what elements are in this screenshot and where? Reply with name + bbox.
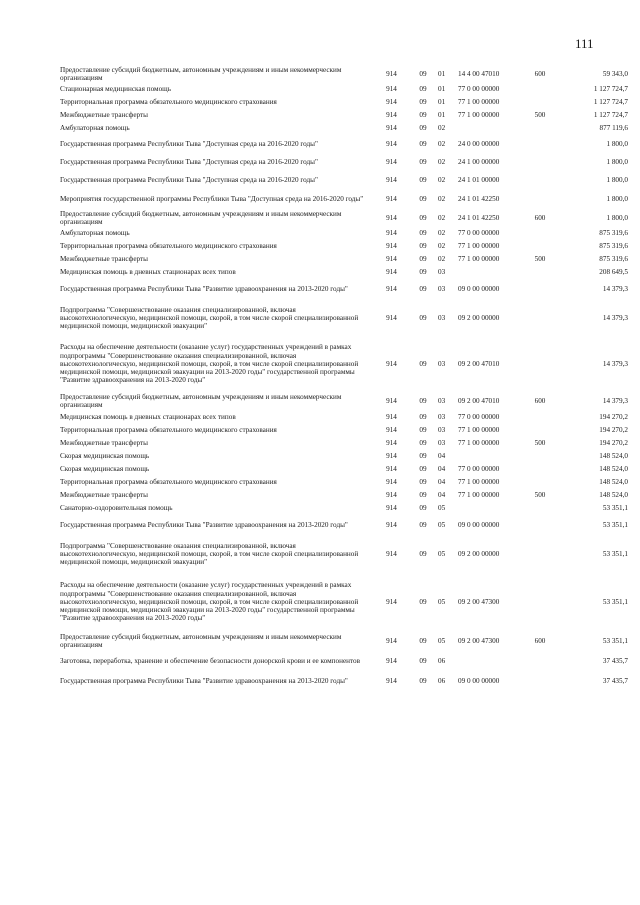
table-row [60,109,628,122]
row-c6-cell: 14 379,3 [602,396,628,405]
row-c4-cell: 09 2 00 47010 [458,359,500,368]
row-c2-cell: 09 [419,69,427,78]
budget-table [60,65,628,691]
table-row [60,450,628,463]
row-c1-cell: 914 [386,85,397,94]
row-c1-cell: 914 [386,520,397,529]
row-c5-cell: 600 [534,69,546,78]
row-c5-cell [520,122,560,135]
table-row [60,65,628,83]
row-c5-cell [520,502,560,515]
row-c1-cell: 914 [386,268,397,277]
table-row [60,535,628,573]
row-c3-cell: 01 [438,111,446,120]
row-c4-cell: 77 1 00 00000 [458,242,500,251]
row-c2-cell: 09 [419,242,427,251]
row-c4-cell: 77 1 00 00000 [458,111,500,120]
row-c6-cell: 14 379,3 [602,313,628,322]
row-c6-cell: 53 351,1 [602,549,628,558]
row-c5-cell [520,651,560,671]
row-c2-cell: 09 [419,465,427,474]
row-c2-cell: 09 [419,636,427,645]
row-c4-cell: 77 1 00 00000 [458,478,500,487]
row-name-cell: Территориальная программа обязательного медицинского страхования [60,478,277,487]
row-name-cell: Государственная программа Республики Тыва "Доступная среда на 2016-2020 годы" [60,157,318,166]
row-c2-cell: 09 [419,413,427,422]
row-c5-cell: 600 [534,213,546,222]
row-c4-cell: 09 2 00 00000 [458,313,500,322]
row-c3-cell: 02 [438,139,446,148]
row-c4-cell: 24 1 01 00000 [458,175,500,184]
table-row [60,671,628,691]
row-c3-cell: 02 [438,229,446,238]
row-c6-cell: 14 379,3 [602,284,628,293]
row-c3-cell: 04 [438,491,446,500]
row-c2-cell: 09 [419,229,427,238]
row-c5-cell [520,515,560,535]
row-c3-cell: 02 [438,157,446,166]
row-name-cell: Санаторно-оздоровительная помощь [60,504,173,513]
row-c2-cell: 09 [419,439,427,448]
row-c5-cell [520,411,560,424]
row-c4-cell [458,266,520,279]
row-c1-cell: 914 [386,98,397,107]
row-c3-cell: 03 [438,284,446,293]
row-name-cell: Государственная программа Республики Тыва "Развитие здравоохранения на 2013-2020 годы" [60,520,348,529]
row-c1-cell: 914 [386,229,397,238]
row-c3-cell: 05 [438,504,446,513]
row-c2-cell: 09 [419,656,427,665]
table-row [60,122,628,135]
row-c1-cell: 914 [386,597,397,606]
row-c4-cell [458,122,520,135]
row-c6-cell: 37 435,7 [602,656,628,665]
row-c4-cell [458,450,520,463]
row-c6-cell: 1 127 724,7 [593,98,628,107]
table-row [60,476,628,489]
row-c5-cell [520,535,560,573]
row-name-cell: Межбюджетные трансферты [60,111,148,120]
row-c1-cell: 914 [386,359,397,368]
row-name-cell: Подпрограмма "Совершенствование оказания специализированной, включая высокотехнологическую, медицинской помощи, скорой, в том числе скорой специализированной медицинской помощи, медицинской эвакуации" [60,305,359,331]
table-row [60,437,628,450]
row-c1-cell: 914 [386,284,397,293]
row-c5-cell [520,153,560,171]
row-c4-cell: 24 0 00 00000 [458,139,500,148]
row-name-cell: Амбулаторная помощь [60,229,130,238]
row-c4-cell: 77 1 00 00000 [458,98,500,107]
row-c3-cell: 06 [438,676,446,685]
row-c3-cell: 06 [438,656,446,665]
row-c6-cell: 194 270,2 [599,413,628,422]
table-row [60,573,628,631]
row-c4-cell: 77 0 00 00000 [458,465,500,474]
row-c2-cell: 09 [419,426,427,435]
row-c6-cell: 1 127 724,7 [593,111,628,120]
row-name-cell: Медицинская помощь в дневных стационарах всех типов [60,413,236,422]
row-name-cell: Государственная программа Республики Тыва "Развитие здравоохранения на 2013-2020 годы" [60,284,348,293]
row-name-cell: Стационарная медицинская помощь [60,85,171,94]
row-c2-cell: 09 [419,396,427,405]
table-row [60,337,628,391]
row-name-cell: Медицинская помощь в дневных стационарах всех типов [60,268,236,277]
row-c6-cell: 875 319,6 [599,242,628,251]
row-c3-cell: 01 [438,69,446,78]
row-name-cell: Расходы на обеспечение деятельности (оказание услуг) государственных учреждений в рамках подпрограммы "Совершенствование оказания специализированной, включая высокотехнологическую, медицинской помощи, скорой, в том числе скорой специализированной медицинской помощи, медицинской эвакуации на 2013-2020 годы" государственной программы "Развитие здравоохранения на 2013-2020 годы" [60,581,359,623]
row-c3-cell: 05 [438,549,446,558]
row-c2-cell: 09 [419,255,427,264]
row-c5-cell: 500 [534,439,546,448]
row-c4-cell [458,651,520,671]
row-c5-cell [520,671,560,691]
row-c3-cell: 03 [438,359,446,368]
row-c2-cell: 09 [419,452,427,461]
row-c5-cell [520,171,560,189]
row-c6-cell: 194 270,2 [599,439,628,448]
row-c1-cell: 914 [386,439,397,448]
row-c6-cell: 877 119,6 [599,124,628,133]
table-row [60,135,628,153]
row-c6-cell: 148 524,0 [599,465,628,474]
row-c2-cell: 09 [419,124,427,133]
row-c1-cell: 914 [386,549,397,558]
row-c5-cell: 500 [534,255,546,264]
row-c2-cell: 09 [419,313,427,322]
row-c1-cell: 914 [386,452,397,461]
row-c4-cell: 09 2 00 47010 [458,396,500,405]
row-c2-cell: 09 [419,284,427,293]
row-c5-cell [520,83,560,96]
row-c5-cell [520,279,560,299]
row-c1-cell: 914 [386,111,397,120]
row-c6-cell: 1 800,0 [606,194,628,203]
table-row [60,96,628,109]
row-c4-cell: 09 0 00 00000 [458,676,500,685]
row-c6-cell: 14 379,3 [602,359,628,368]
row-c3-cell: 05 [438,520,446,529]
row-c4-cell: 14 4 00 47010 [458,69,500,78]
row-c5-cell: 600 [534,636,546,645]
row-c4-cell: 24 1 01 42250 [458,213,500,222]
row-c1-cell: 914 [386,213,397,222]
table-row [60,227,628,240]
row-c3-cell: 02 [438,124,446,133]
row-c2-cell: 09 [419,213,427,222]
table-row [60,240,628,253]
row-c2-cell: 09 [419,359,427,368]
row-c6-cell: 53 351,1 [602,597,628,606]
row-c6-cell: 148 524,0 [599,491,628,500]
row-c4-cell: 77 0 00 00000 [458,85,500,94]
row-c6-cell: 1 800,0 [606,213,628,222]
row-c6-cell: 1 800,0 [606,139,628,148]
row-c2-cell: 09 [419,175,427,184]
row-name-cell: Предоставление субсидий бюджетным, автономным учреждениям и иным некоммерческим организациям [60,65,342,82]
table-row [60,631,628,651]
table-row [60,463,628,476]
row-c6-cell: 53 351,1 [602,504,628,513]
row-c1-cell: 914 [386,255,397,264]
row-c5-cell [520,476,560,489]
row-c2-cell: 09 [419,268,427,277]
row-c4-cell: 77 1 00 00000 [458,491,500,500]
table-row [60,209,628,227]
table-row [60,424,628,437]
row-name-cell: Государственная программа Республики Тыва "Доступная среда на 2016-2020 годы" [60,139,318,148]
row-c6-cell: 53 351,1 [602,520,628,529]
row-c3-cell: 05 [438,636,446,645]
row-c4-cell: 09 2 00 47300 [458,597,500,606]
row-c3-cell: 02 [438,255,446,264]
row-c3-cell: 02 [438,242,446,251]
row-name-cell: Предоставление субсидий бюджетным, автономным учреждениям и иным некоммерческим организациям [60,632,342,649]
row-name-cell: Расходы на обеспечение деятельности (оказание услуг) государственных учреждений в рамках подпрограммы "Совершенствование оказания специализированной, включая высокотехнологическую, медицинской помощи, скорой, в том числе скорой специализированной медицинской помощи, медицинской эвакуации на 2013-2020 годы" государственной программы "Развитие здравоохранения на 2013-2020 годы" [60,343,359,385]
row-c1-cell: 914 [386,656,397,665]
page-number: 111 [575,36,594,51]
row-c5-cell [520,450,560,463]
row-name-cell: Предоставление субсидий бюджетным, автономным учреждениям и иным некоммерческим организациям [60,392,342,409]
row-c2-cell: 09 [419,504,427,513]
row-c5-cell [520,240,560,253]
table-row [60,171,628,189]
row-c2-cell: 09 [419,111,427,120]
row-name-cell: Межбюджетные трансферты [60,491,148,500]
row-c1-cell: 914 [386,491,397,500]
row-c6-cell: 1 800,0 [606,175,628,184]
row-c6-cell: 53 351,1 [602,636,628,645]
table-row [60,253,628,266]
row-c5-cell [520,96,560,109]
row-c4-cell: 24 1 00 00000 [458,157,500,166]
row-c1-cell: 914 [386,242,397,251]
table-row [60,502,628,515]
row-c3-cell: 04 [438,452,446,461]
table-row [60,411,628,424]
row-c6-cell: 59 343,0 [602,69,628,78]
row-c2-cell: 09 [419,520,427,529]
row-c1-cell: 914 [386,478,397,487]
row-c5-cell [520,189,560,209]
row-c1-cell: 914 [386,413,397,422]
row-c5-cell [520,227,560,240]
row-c4-cell: 09 0 00 00000 [458,284,500,293]
row-c6-cell: 875 319,6 [599,255,628,264]
table-row [60,515,628,535]
row-c4-cell: 09 2 00 47300 [458,636,500,645]
row-c2-cell: 09 [419,597,427,606]
table-row [60,83,628,96]
table-row [60,391,628,411]
table-row [60,299,628,337]
row-name-cell: Территориальная программа обязательного медицинского страхования [60,426,277,435]
row-c1-cell: 914 [386,465,397,474]
row-c5-cell [520,424,560,437]
row-c4-cell [458,502,520,515]
row-name-cell: Скорая медицинская помощь [60,465,150,474]
row-c3-cell: 03 [438,439,446,448]
row-c2-cell: 09 [419,478,427,487]
row-c5-cell: 600 [534,396,546,405]
row-c2-cell: 09 [419,85,427,94]
row-c1-cell: 914 [386,175,397,184]
row-c5-cell [520,573,560,631]
row-c6-cell: 37 435,7 [602,676,628,685]
row-c2-cell: 09 [419,676,427,685]
row-c1-cell: 914 [386,426,397,435]
row-c5-cell: 500 [534,491,546,500]
row-c4-cell: 77 0 00 00000 [458,229,500,238]
row-c3-cell: 02 [438,194,446,203]
row-c2-cell: 09 [419,491,427,500]
table-row [60,651,628,671]
row-c1-cell: 914 [386,139,397,148]
row-c1-cell: 914 [386,676,397,685]
row-c2-cell: 09 [419,139,427,148]
row-c2-cell: 09 [419,194,427,203]
row-c3-cell: 04 [438,465,446,474]
row-name-cell: Государственная программа Республики Тыва "Развитие здравоохранения на 2013-2020 годы" [60,676,348,685]
row-name-cell: Государственная программа Республики Тыва "Доступная среда на 2016-2020 годы" [60,175,318,184]
row-c4-cell: 24 1 01 42250 [458,194,500,203]
row-c4-cell: 09 0 00 00000 [458,520,500,529]
row-name-cell: Амбулаторная помощь [60,124,130,133]
row-c3-cell: 01 [438,98,446,107]
row-c4-cell: 77 1 00 00000 [458,426,500,435]
table-row [60,189,628,209]
row-c1-cell: 914 [386,69,397,78]
row-c3-cell: 03 [438,396,446,405]
row-c1-cell: 914 [386,157,397,166]
row-c5-cell [520,266,560,279]
row-c4-cell: 77 1 00 00000 [458,255,500,264]
row-name-cell: Заготовка, переработка, хранение и обеспечение безопасности донорской крови и ее компонентов [60,656,361,665]
row-c3-cell: 01 [438,85,446,94]
table-row [60,266,628,279]
row-c2-cell: 09 [419,98,427,107]
row-name-cell: Подпрограмма "Совершенствование оказания специализированной, включая высокотехнологическую, медицинской помощи, скорой, в том числе скорой специализированной медицинской помощи, медицинской эвакуации" [60,541,359,567]
row-c3-cell: 03 [438,313,446,322]
row-c5-cell [520,135,560,153]
row-c5-cell: 500 [534,111,546,120]
row-c3-cell: 02 [438,175,446,184]
row-c1-cell: 914 [386,124,397,133]
row-c5-cell [520,337,560,391]
row-name-cell: Скорая медицинская помощь [60,452,150,461]
row-c4-cell: 77 0 00 00000 [458,413,500,422]
table-row [60,279,628,299]
row-c3-cell: 03 [438,426,446,435]
row-c3-cell: 05 [438,597,446,606]
row-c2-cell: 09 [419,157,427,166]
row-c1-cell: 914 [386,313,397,322]
row-c1-cell: 914 [386,396,397,405]
row-name-cell: Территориальная программа обязательного медицинского страхования [60,98,277,107]
row-c3-cell: 03 [438,413,446,422]
row-c1-cell: 914 [386,194,397,203]
row-c1-cell: 914 [386,636,397,645]
row-c4-cell: 09 2 00 00000 [458,549,500,558]
row-c5-cell [520,299,560,337]
table-row [60,489,628,502]
row-c6-cell: 208 649,5 [599,268,628,277]
row-c3-cell: 02 [438,213,446,222]
row-c6-cell: 148 524,0 [599,478,628,487]
row-name-cell: Территориальная программа обязательного медицинского страхования [60,242,277,251]
row-name-cell: Мероприятия государственной программы Республики Тыва "Доступная среда на 2016-2020 годы" [60,194,364,203]
row-c3-cell: 03 [438,268,446,277]
row-c4-cell: 77 1 00 00000 [458,439,500,448]
row-name-cell: Межбюджетные трансферты [60,439,148,448]
row-c6-cell: 194 270,2 [599,426,628,435]
row-name-cell: Межбюджетные трансферты [60,255,148,264]
row-c6-cell: 1 800,0 [606,157,628,166]
row-c2-cell: 09 [419,549,427,558]
row-c3-cell: 04 [438,478,446,487]
row-c6-cell: 875 319,6 [599,229,628,238]
row-c1-cell: 914 [386,504,397,513]
row-c5-cell [520,463,560,476]
row-name-cell: Предоставление субсидий бюджетным, автономным учреждениям и иным некоммерческим организациям [60,209,342,226]
table-row [60,153,628,171]
row-c6-cell: 148 524,0 [599,452,628,461]
row-c6-cell: 1 127 724,7 [593,85,628,94]
